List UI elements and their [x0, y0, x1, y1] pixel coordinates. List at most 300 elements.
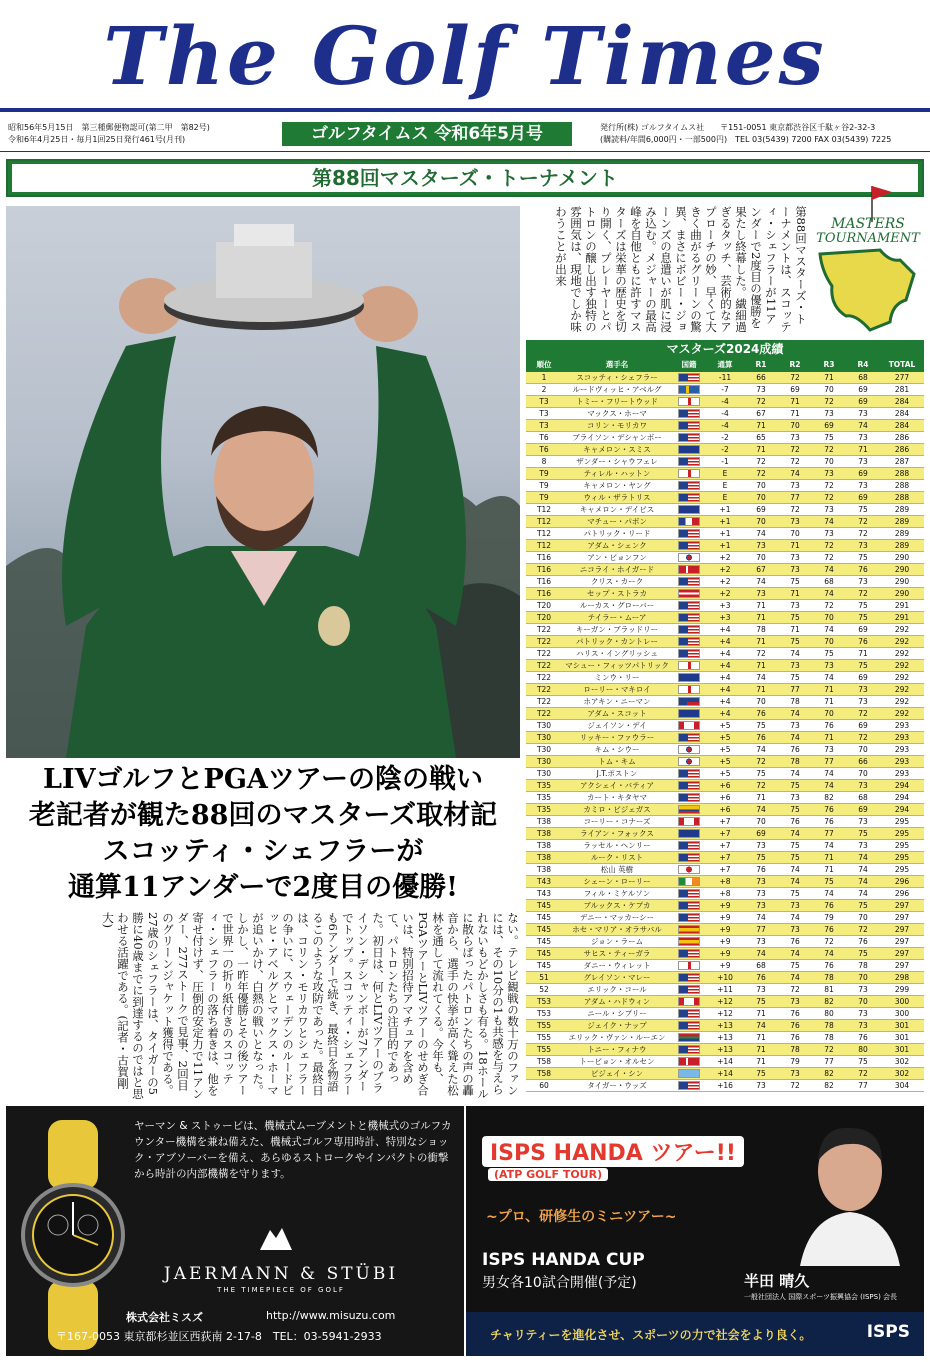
- results-header-cell: 選手名: [605, 360, 629, 369]
- r3-cell: 70: [824, 637, 834, 646]
- results-row: [526, 468, 924, 480]
- results-row: [526, 492, 924, 504]
- r2-cell: 74: [790, 877, 800, 886]
- country-flag-icon: [672, 1032, 706, 1044]
- flag-eng-icon: [678, 469, 700, 478]
- r4-cell: 68: [858, 373, 868, 382]
- flag-swe-icon: [678, 385, 700, 394]
- country-flag-icon: [672, 924, 706, 936]
- r1-cell: 73: [756, 937, 766, 946]
- rank-cell: T20: [536, 601, 552, 610]
- to-par-cell: +4: [719, 697, 731, 706]
- r2-cell: 73: [790, 793, 800, 802]
- player-name-cell: ハリス・イングリッシュ: [576, 649, 658, 658]
- total-cell: 294: [894, 793, 910, 802]
- r3-cell: 70: [824, 709, 834, 718]
- r2-cell: 74: [790, 709, 800, 718]
- r4-cell: 71: [858, 649, 868, 658]
- r1-cell: 73: [756, 901, 766, 910]
- to-par-cell: +4: [719, 649, 731, 658]
- flag-nzl-icon: [678, 829, 700, 838]
- to-par-cell: +5: [719, 721, 731, 730]
- r2-cell: 74: [790, 649, 800, 658]
- r3-cell: 74: [824, 589, 834, 598]
- r4-cell: 75: [858, 505, 868, 514]
- section-bar: [6, 159, 924, 197]
- to-par-cell: +6: [719, 805, 731, 814]
- to-par-cell: +12: [717, 997, 733, 1006]
- total-cell: 290: [894, 553, 910, 562]
- r1-cell: 73: [756, 841, 766, 850]
- results-header-cell: R3: [823, 360, 835, 369]
- results-row: [526, 696, 924, 708]
- results-header-cell: R2: [789, 360, 801, 369]
- r2-cell: 78: [790, 1045, 800, 1054]
- player-name-cell: デニー・マッカーシー: [579, 913, 655, 922]
- publisher-info-line1: 発行所(株) ゴルフタイムス社 〒151-0051 東京都渋谷区千駄ヶ谷2-32-3: [600, 123, 876, 132]
- total-cell: 297: [894, 925, 910, 934]
- flag-aus-icon: [678, 673, 700, 682]
- r3-cell: 73: [824, 469, 834, 478]
- country-flag-icon: [672, 672, 706, 684]
- to-par-cell: +14: [717, 1057, 733, 1066]
- r4-cell: 69: [858, 493, 868, 502]
- player-name-cell: アダム・ハドウィン: [583, 997, 651, 1006]
- flag-fra-icon: [678, 517, 700, 526]
- flag-usa-icon: [678, 529, 700, 538]
- isps-handa-ad[interactable]: [466, 1106, 924, 1356]
- r3-cell: 71: [824, 733, 834, 742]
- results-row: [526, 636, 924, 648]
- player-name-cell: アダム・シェンク: [587, 541, 647, 550]
- r4-cell: 76: [858, 565, 868, 574]
- r2-cell: 72: [790, 505, 800, 514]
- to-par-cell: +8: [719, 889, 731, 898]
- r1-cell: 74: [756, 949, 766, 958]
- r4-cell: 74: [858, 421, 868, 430]
- total-cell: 294: [894, 805, 910, 814]
- r1-cell: 71: [756, 793, 766, 802]
- flag-esp-icon: [678, 937, 700, 946]
- rank-cell: T45: [536, 961, 552, 970]
- flag-kor-icon: [678, 745, 700, 754]
- r3-cell: 74: [824, 565, 834, 574]
- r2-cell: 74: [790, 865, 800, 874]
- rank-cell: T45: [536, 949, 552, 958]
- r1-cell: 75: [756, 853, 766, 862]
- player-name-cell: キャメロン・ヤング: [583, 481, 651, 490]
- r2-cell: 73: [790, 433, 800, 442]
- r1-cell: 69: [756, 829, 766, 838]
- company-address: 〒167-0053 東京都杉並区西荻南 2-17-8 TEL：03-5941-2933: [56, 1330, 382, 1343]
- r3-cell: 78: [824, 1021, 834, 1030]
- r3-cell: 72: [824, 397, 834, 406]
- to-par-cell: +1: [719, 505, 731, 514]
- r1-cell: 72: [756, 781, 766, 790]
- jaermann-stubi-ad[interactable]: [6, 1106, 464, 1356]
- r3-cell: 72: [824, 601, 834, 610]
- to-par-cell: +9: [719, 925, 731, 934]
- results-row: [526, 612, 924, 624]
- r2-cell: 73: [790, 601, 800, 610]
- r2-cell: 75: [790, 961, 800, 970]
- results-row: [526, 1020, 924, 1032]
- flag-aus-icon: [678, 709, 700, 718]
- results-row: [526, 732, 924, 744]
- flag-usa-icon: [678, 793, 700, 802]
- rank-cell: T22: [536, 697, 552, 706]
- r4-cell: 73: [858, 1021, 868, 1030]
- results-row: [526, 384, 924, 396]
- results-row: [526, 1044, 924, 1056]
- r3-cell: 77: [824, 757, 834, 766]
- r2-cell: 74: [790, 733, 800, 742]
- r2-cell: 76: [790, 1021, 800, 1030]
- rank-cell: T38: [536, 817, 552, 826]
- results-row: [526, 912, 924, 924]
- total-cell: 289: [894, 505, 910, 514]
- total-cell: 290: [894, 589, 910, 598]
- player-name-cell: ミンウ・リー: [594, 673, 640, 682]
- rank-cell: T22: [536, 673, 552, 682]
- total-cell: 295: [894, 829, 910, 838]
- headline-line4: 通算11アンダーで2度目の優勝!: [67, 872, 459, 903]
- r2-cell: 74: [790, 913, 800, 922]
- player-name-cell: アダム・スコット: [587, 709, 647, 718]
- player-name-cell: マチュー・パボン: [587, 517, 647, 526]
- results-row: [526, 900, 924, 912]
- results-row: [526, 588, 924, 600]
- rank-cell: T30: [536, 745, 552, 754]
- results-row: [526, 396, 924, 408]
- r1-cell: 68: [756, 961, 766, 970]
- rank-cell: T22: [536, 649, 552, 658]
- r1-cell: 76: [756, 865, 766, 874]
- flag-usa-icon: [678, 625, 700, 634]
- results-row: [526, 888, 924, 900]
- rank-cell: T16: [536, 565, 552, 574]
- country-flag-icon: [672, 972, 706, 984]
- r2-cell: 73: [790, 1069, 800, 1078]
- results-row: [526, 624, 924, 636]
- country-flag-icon: [672, 948, 706, 960]
- player-name-cell: マシュー・フィッツパトリック: [565, 661, 669, 670]
- rank-cell: T12: [536, 529, 552, 538]
- r1-cell: 75: [756, 1069, 766, 1078]
- flag-usa-icon: [678, 889, 700, 898]
- to-par-cell: -1: [721, 457, 729, 466]
- country-flag-icon: [672, 420, 706, 432]
- player-name-cell: ブルックス・ケプカ: [583, 901, 651, 910]
- r3-cell: 70: [824, 613, 834, 622]
- r1-cell: 72: [756, 397, 766, 406]
- rank-cell: T30: [536, 757, 552, 766]
- r4-cell: 69: [858, 805, 868, 814]
- player-name-cell: ラッセル・ヘンリー: [583, 841, 651, 850]
- logo-line2: TOURNAMENT: [816, 231, 920, 246]
- r1-cell: 76: [756, 709, 766, 718]
- to-par-cell: +13: [717, 1045, 733, 1054]
- country-flag-icon: [672, 984, 706, 996]
- publication-info-line1: 昭和56年5月15日 第三種郵便物認可(第二甲 第82号): [8, 123, 210, 132]
- r1-cell: 74: [756, 805, 766, 814]
- country-flag-icon: [672, 492, 706, 504]
- results-row: [526, 684, 924, 696]
- to-par-cell: -4: [721, 421, 729, 430]
- r1-cell: 67: [756, 409, 766, 418]
- total-cell: 297: [894, 961, 910, 970]
- r4-cell: 70: [858, 769, 868, 778]
- to-par-cell: +5: [719, 769, 731, 778]
- results-row: [526, 408, 924, 420]
- r3-cell: 82: [824, 1069, 834, 1078]
- r4-cell: 75: [858, 901, 868, 910]
- to-par-cell: +4: [719, 661, 731, 670]
- r2-cell: 73: [790, 721, 800, 730]
- isps-logo: ISPS: [866, 1322, 910, 1342]
- r3-cell: 72: [824, 541, 834, 550]
- rank-cell: T53: [536, 997, 552, 1006]
- flag-usa-icon: [678, 1081, 700, 1090]
- r3-cell: 74: [824, 889, 834, 898]
- chairman-portrait: [790, 1116, 910, 1266]
- r2-cell: 71: [790, 589, 800, 598]
- results-row: [526, 768, 924, 780]
- rank-cell: T30: [536, 733, 552, 742]
- player-name-cell: セップ・ストラカ: [587, 589, 647, 598]
- country-flag-icon: [672, 996, 706, 1008]
- results-row: [526, 864, 924, 876]
- rank-cell: 1: [541, 373, 547, 382]
- r1-cell: 69: [756, 505, 766, 514]
- to-par-cell: +1: [719, 541, 731, 550]
- total-cell: 304: [894, 1081, 910, 1090]
- logo-line1: MASTERS: [831, 216, 905, 232]
- r1-cell: 74: [756, 673, 766, 682]
- chairman-role: 一般社団法人 国際スポーツ振興協会 (ISPS) 会長: [744, 1293, 898, 1301]
- publisher-info: [600, 122, 891, 146]
- company-url[interactable]: http://www.misuzu.com: [266, 1309, 396, 1322]
- brand-name: JAERMANN & STÜBI: [163, 1264, 399, 1284]
- player-name-cell: ルーカス・グローバー: [579, 601, 655, 610]
- to-par-cell: +4: [719, 625, 731, 634]
- brand-tagline: THE TIMEPIECE OF GOLF: [217, 1286, 345, 1294]
- player-name-cell: パトリック・リード: [583, 529, 651, 538]
- flag-fij-icon: [678, 1069, 700, 1078]
- results-row: [526, 660, 924, 672]
- flag-usa-icon: [678, 373, 700, 382]
- r2-cell: 74: [790, 829, 800, 838]
- r4-cell: 76: [858, 637, 868, 646]
- country-flag-icon: [672, 636, 706, 648]
- to-par-cell: -7: [721, 385, 729, 394]
- flag-usa-icon: [678, 853, 700, 862]
- to-par-cell: +2: [719, 589, 731, 598]
- flag-jpn-icon: [678, 865, 700, 874]
- results-header-cell: 順位: [536, 360, 552, 369]
- r2-cell: 76: [790, 1009, 800, 1018]
- rank-cell: T3: [539, 409, 549, 418]
- flag-usa-icon: [678, 649, 700, 658]
- flag-aus-icon: [678, 445, 700, 454]
- player-name-cell: ジェイソン・デイ: [587, 721, 647, 730]
- to-par-cell: +9: [719, 901, 731, 910]
- player-name-cell: ローリー・マキロイ: [583, 685, 651, 694]
- to-par-cell: +3: [719, 613, 731, 622]
- player-name-cell: シェーン・ローリー: [583, 877, 651, 886]
- r4-cell: 69: [858, 721, 868, 730]
- r1-cell: 70: [756, 493, 766, 502]
- player-name-cell: ニール・シプリー: [587, 1009, 647, 1018]
- player-name-cell: J.T.ポストン: [596, 769, 638, 778]
- results-row: [526, 936, 924, 948]
- r4-cell: 75: [858, 829, 868, 838]
- results-row: [526, 816, 924, 828]
- results-header-cell: TOTAL: [888, 360, 916, 369]
- total-cell: 292: [894, 661, 910, 670]
- country-flag-icon: [672, 660, 706, 672]
- flag-usa-icon: [678, 601, 700, 610]
- r4-cell: 73: [858, 817, 868, 826]
- r3-cell: 71: [824, 685, 834, 694]
- r1-cell: 73: [756, 589, 766, 598]
- results-row: [526, 756, 924, 768]
- to-par-cell: +6: [719, 781, 731, 790]
- r2-cell: 71: [790, 541, 800, 550]
- total-cell: 292: [894, 673, 910, 682]
- flag-aus-icon: [678, 505, 700, 514]
- country-flag-icon: [672, 744, 706, 756]
- r4-cell: 77: [858, 1081, 868, 1090]
- r1-cell: 73: [756, 541, 766, 550]
- r2-cell: 74: [790, 973, 800, 982]
- flag-usa-icon: [678, 733, 700, 742]
- total-cell: 281: [894, 385, 910, 394]
- results-row: [526, 576, 924, 588]
- r4-cell: 73: [858, 1009, 868, 1018]
- r3-cell: 73: [824, 505, 834, 514]
- player-name-cell: アン・ビョンフン: [587, 553, 647, 562]
- r2-cell: 73: [790, 481, 800, 490]
- flag-usa-icon: [678, 1045, 700, 1054]
- player-name-cell: ティレル・ハットン: [583, 469, 651, 478]
- r3-cell: 74: [824, 517, 834, 526]
- r1-cell: 75: [756, 997, 766, 1006]
- issue-title: ゴルフタイムス 令和6年5月号: [282, 122, 572, 146]
- country-flag-icon: [672, 816, 706, 828]
- r1-cell: 71: [756, 601, 766, 610]
- r1-cell: 75: [756, 769, 766, 778]
- rank-cell: T22: [536, 709, 552, 718]
- r1-cell: 71: [756, 685, 766, 694]
- r2-cell: 78: [790, 697, 800, 706]
- r3-cell: 81: [824, 985, 834, 994]
- r4-cell: 73: [858, 433, 868, 442]
- rank-cell: T35: [536, 781, 552, 790]
- country-flag-icon: [672, 780, 706, 792]
- total-cell: 295: [894, 817, 910, 826]
- total-cell: 291: [894, 601, 910, 610]
- r3-cell: 71: [824, 865, 834, 874]
- r3-cell: 76: [824, 721, 834, 730]
- r1-cell: 67: [756, 565, 766, 574]
- rank-cell: T45: [536, 901, 552, 910]
- r3-cell: 72: [824, 445, 834, 454]
- flag-aut-icon: [678, 589, 700, 598]
- rank-cell: 2: [541, 385, 547, 394]
- rank-cell: T16: [536, 577, 552, 586]
- country-flag-icon: [672, 504, 706, 516]
- player-name-cell: マックス・ホーマ: [587, 409, 647, 418]
- results-row: [526, 648, 924, 660]
- r3-cell: 76: [824, 817, 834, 826]
- player-name-cell: サヒス・ティーガラ: [583, 949, 651, 958]
- r4-cell: 70: [858, 913, 868, 922]
- rank-cell: T43: [536, 889, 552, 898]
- r1-cell: 72: [756, 469, 766, 478]
- r4-cell: 80: [858, 1045, 868, 1054]
- rank-cell: 60: [539, 1081, 549, 1090]
- rank-cell: T20: [536, 613, 552, 622]
- r4-cell: 69: [858, 673, 868, 682]
- ad-description: ヤーマン & ストゥービは、機械式ムーブメントと機械式のゴルフカウンター機構を兼ね備えた、機械式ゴルフ専用時計、特別なショック・アブソーバーを備え、あらゆるストロークやインパクトの衝撃から時計の内部機構を守ります。: [134, 1120, 452, 1180]
- results-row: [526, 720, 924, 732]
- results-title: マスターズ2024成績: [526, 340, 924, 358]
- results-row: [526, 372, 924, 384]
- r2-cell: 73: [790, 565, 800, 574]
- total-cell: 284: [894, 421, 910, 430]
- r3-cell: 75: [824, 877, 834, 886]
- country-flag-icon: [672, 684, 706, 696]
- section-title: 第88回マスターズ・トーナメント: [12, 164, 918, 192]
- r1-cell: 70: [756, 697, 766, 706]
- publication-info-line2: 令和6年4月25日・毎月1回25日発行461号(月刊): [8, 135, 186, 144]
- r3-cell: 74: [824, 769, 834, 778]
- r2-cell: 76: [790, 817, 800, 826]
- rank-cell: T12: [536, 541, 552, 550]
- rank-cell: T9: [539, 469, 549, 478]
- flag-col-icon: [678, 805, 700, 814]
- total-cell: 300: [894, 1009, 910, 1018]
- r4-cell: 73: [858, 841, 868, 850]
- total-cell: 290: [894, 577, 910, 586]
- r3-cell: 71: [824, 697, 834, 706]
- results-body: [526, 372, 924, 1092]
- r1-cell: 71: [756, 1033, 766, 1042]
- to-par-cell: -4: [721, 397, 729, 406]
- isps-footer: [466, 1312, 924, 1356]
- r1-cell: 70: [756, 817, 766, 826]
- to-par-cell: +1: [719, 529, 731, 538]
- to-par-cell: +9: [719, 913, 731, 922]
- r1-cell: 74: [756, 745, 766, 754]
- rank-cell: T3: [539, 421, 549, 430]
- results-row: [526, 1056, 924, 1068]
- rank-cell: T38: [536, 829, 552, 838]
- total-cell: 289: [894, 529, 910, 538]
- country-flag-icon: [672, 540, 706, 552]
- flag-usa-icon: [678, 901, 700, 910]
- player-name-cell: 松山 英樹: [600, 865, 634, 874]
- rank-cell: T9: [539, 481, 549, 490]
- player-name-cell: パトリック・カントレー: [575, 637, 659, 646]
- r2-cell: 72: [790, 445, 800, 454]
- player-name-cell: ビジェイ・シン: [590, 1069, 644, 1078]
- r3-cell: 76: [824, 925, 834, 934]
- player-name-cell: ニコライ・ホイガード: [579, 565, 655, 574]
- total-cell: 292: [894, 625, 910, 634]
- total-cell: 293: [894, 757, 910, 766]
